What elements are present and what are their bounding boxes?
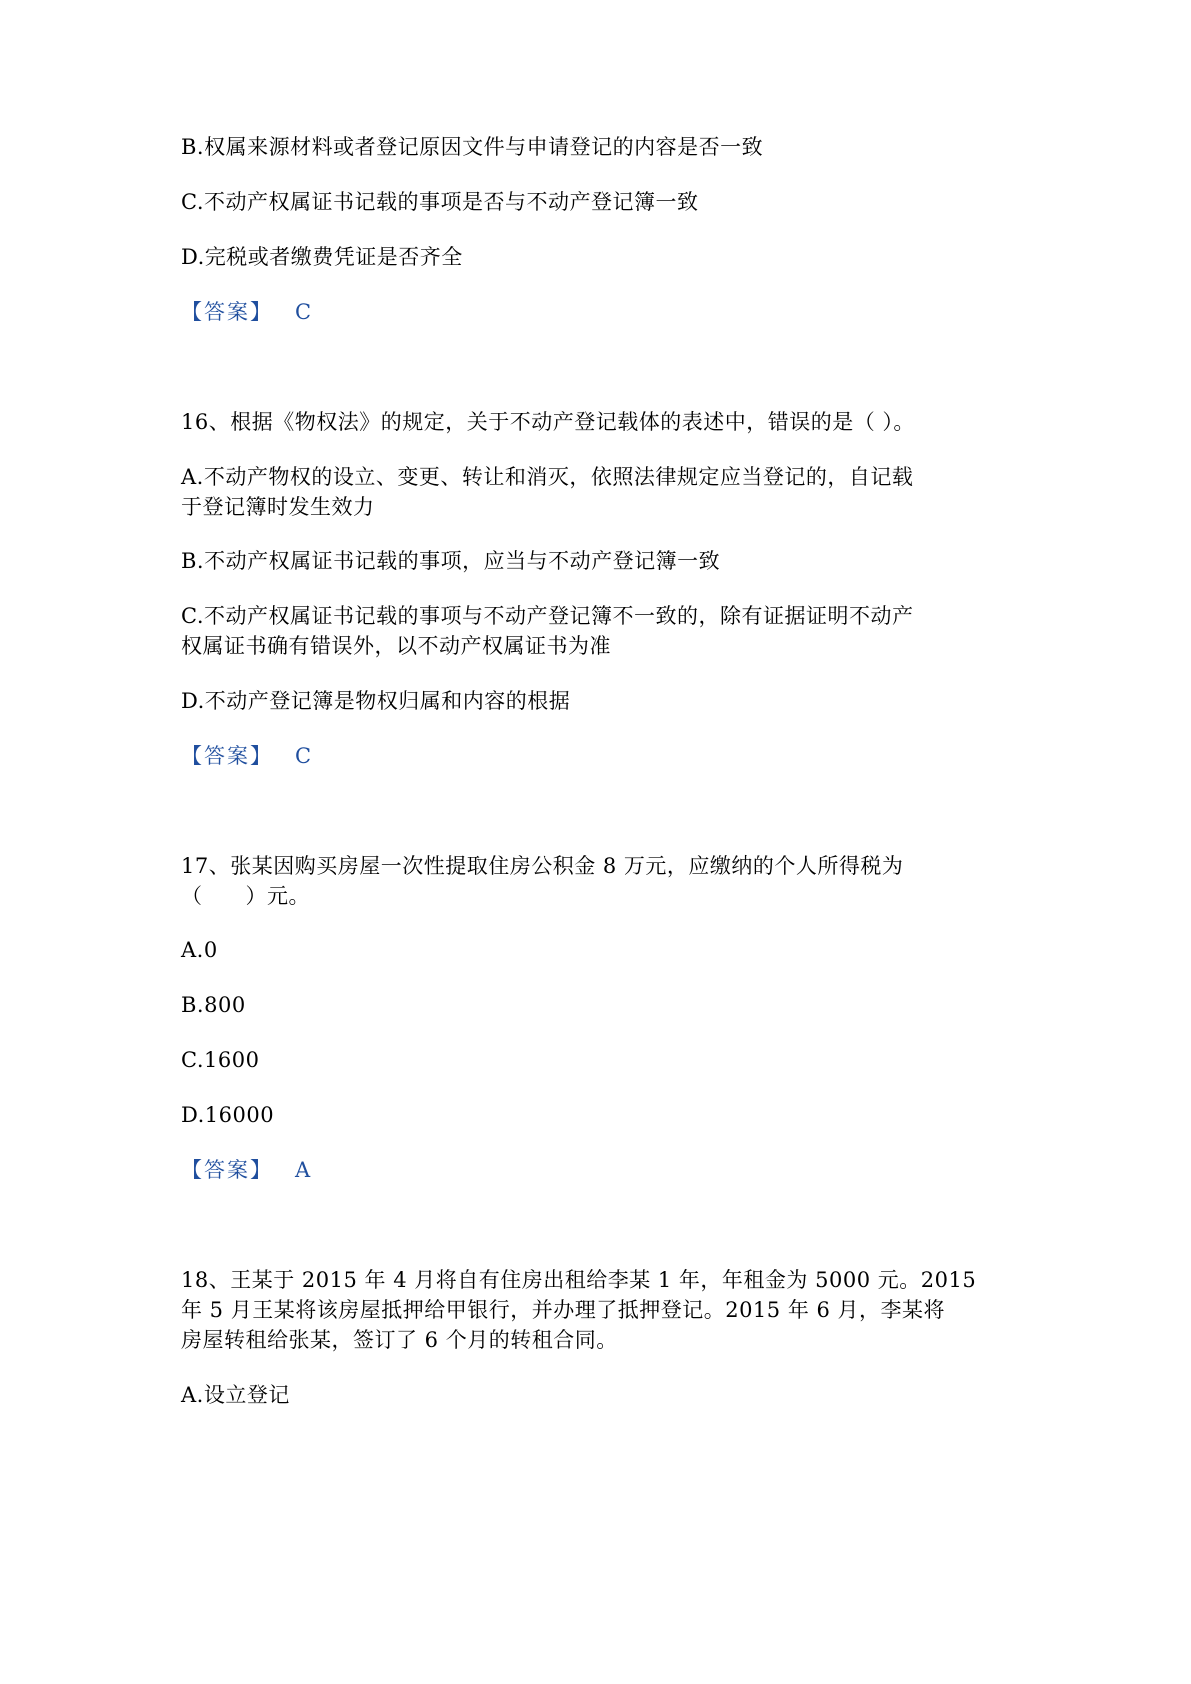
q17-option-d: D.16000 (181, 1103, 275, 1127)
q16-option-b: B.不动产权属证书记载的事项，应当与不动产登记簿一致 (181, 549, 721, 573)
q15-option-b: B.权属来源材料或者登记原因文件与申请登记的内容是否一致 (181, 135, 764, 159)
q16-option-d: D.不动产登记簿是物权归属和内容的根据 (181, 689, 571, 713)
q17-stem-line1: 17、张某因购买房屋一次性提取住房公积金 8 万元，应缴纳的个人所得税为 (181, 854, 904, 878)
q16-answer (181, 741, 312, 771)
q18-stem-line1: 18、王某于 2015 年 4 月将自有住房出租给李某 1 年，年租金为 5000 元。2015 (181, 1268, 977, 1292)
answer-label: 【答案】 (181, 1158, 273, 1182)
q15-option-d: D.完税或者缴费凭证是否齐全 (181, 245, 463, 269)
q17-stem-line2: （ ）元。 (181, 884, 310, 908)
q17-option-c: C.1600 (181, 1048, 260, 1072)
q16-option-a-line1: A.不动产物权的设立、变更、转让和消灭，依照法律规定应当登记的，自记载 (181, 465, 914, 489)
answer-value: C (295, 744, 312, 768)
q15-answer (181, 297, 312, 327)
q18-option-a: A.设立登记 (181, 1383, 290, 1407)
q17-answer (181, 1155, 311, 1185)
q16-stem: 16、根据《物权法》的规定，关于不动产登记载体的表述中，错误的是（ ）。 (181, 410, 915, 434)
answer-value: C (295, 300, 312, 324)
q18-stem-line3: 房屋转租给张某，签订了 6 个月的转租合同。 (181, 1328, 618, 1352)
answer-label: 【答案】 (181, 744, 273, 768)
q17-option-b: B.800 (181, 993, 246, 1017)
q18-stem-line2: 年 5 月王某将该房屋抵押给甲银行，并办理了抵押登记。2015 年 6 月，李某将 (181, 1298, 946, 1322)
q16-option-c-line2: 权属证书确有错误外，以不动产权属证书为准 (181, 634, 611, 658)
q16-option-a-line2: 于登记簿时发生效力 (181, 495, 375, 519)
answer-label: 【答案】 (181, 300, 273, 324)
q16-option-c-line1: C.不动产权属证书记载的事项与不动产登记簿不一致的，除有证据证明不动产 (181, 604, 914, 628)
answer-value: A (295, 1158, 311, 1182)
q17-option-a: A.0 (181, 938, 218, 962)
q15-option-c: C.不动产权属证书记载的事项是否与不动产登记簿一致 (181, 190, 699, 214)
